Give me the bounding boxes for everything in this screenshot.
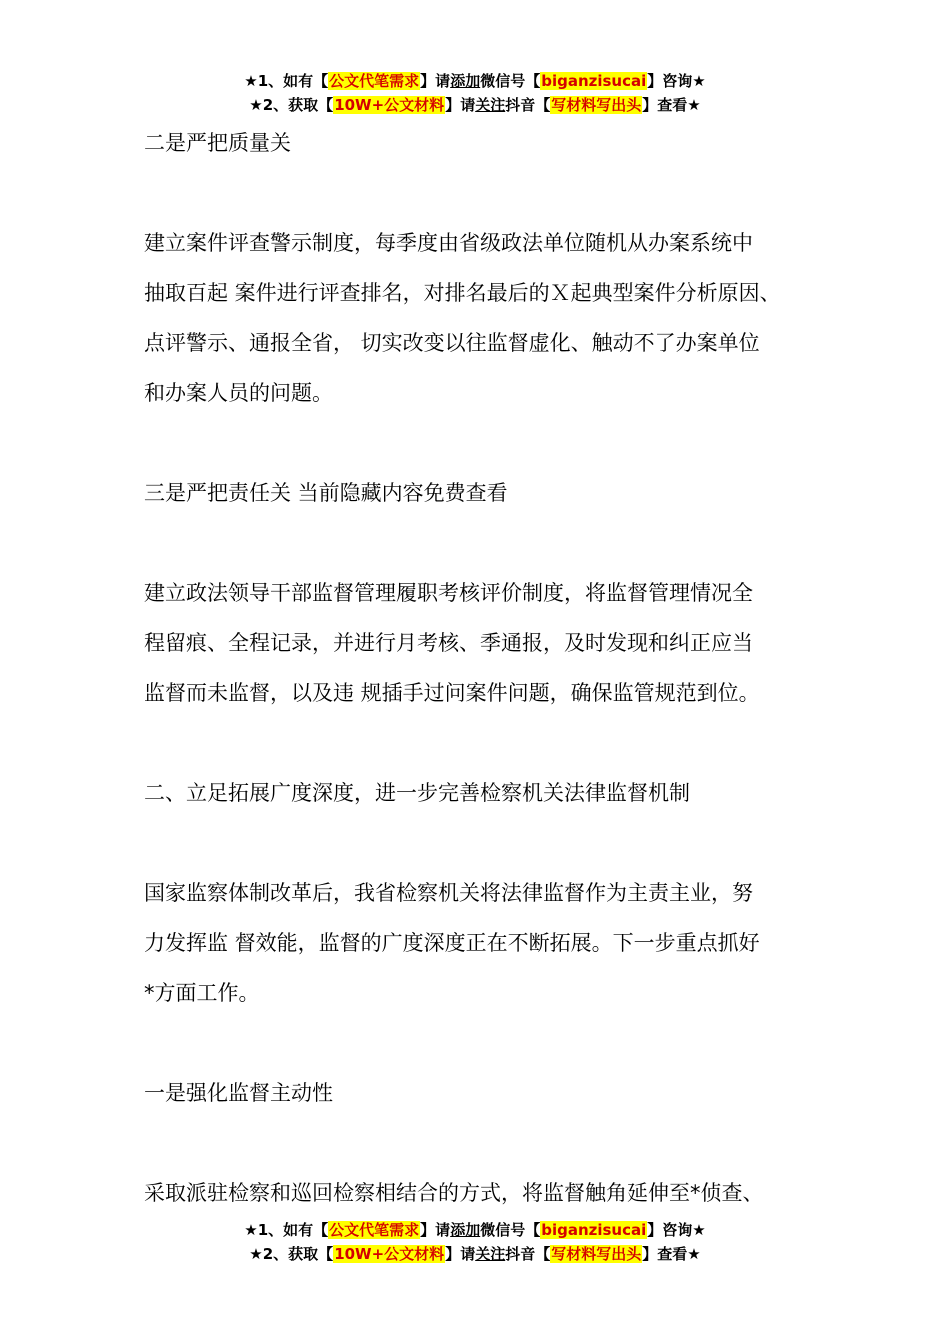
doc-line: 二是严把质量关: [144, 131, 291, 155]
document-body: [144, 118, 824, 1218]
banner-highlight: 10W+公文材料: [334, 96, 445, 114]
doc-line: 三是严把责任关 当前隐藏内容免费查看: [144, 481, 508, 505]
doc-line: 程留痕、全程记录，并进行月考核、季通报，及时发现和纠正应当: [144, 631, 753, 655]
banner-text: 】查看★: [642, 96, 701, 114]
banner-highlight: 写材料写出头: [551, 96, 642, 114]
banner-highlight: biganzisucai: [541, 1221, 647, 1239]
doc-line: 二、立足拓展广度深度，进一步完善检察机关法律监督机制: [144, 781, 690, 805]
banner-text: 】咨询★: [647, 1221, 706, 1239]
doc-line: 力发挥监 督效能，监督的广度深度正在不断拓展。下一步重点抓好: [144, 931, 760, 955]
paragraph-gap: [144, 1018, 824, 1068]
paragraph-gap: [144, 1118, 824, 1168]
banner-highlight: biganzisucai: [541, 72, 647, 90]
banner-highlight: 公文代笔需求: [329, 72, 420, 90]
banner-text: ★2、获取【: [249, 1245, 334, 1263]
banner-line-2: [0, 93, 950, 117]
banner-text: 】请: [420, 1221, 451, 1239]
banner-emphasis: 关注: [475, 1245, 506, 1263]
banner-highlight: 公文代笔需求: [329, 1221, 420, 1239]
banner-emphasis: 添加: [450, 1221, 481, 1239]
banner-text: 抖音【: [505, 1245, 551, 1263]
doc-line: 国家监察体制改革后，我省检察机关将法律监督作为主责主业，努: [144, 881, 753, 905]
header-banner: [0, 69, 950, 117]
banner-line-1: [0, 1218, 950, 1242]
doc-line: 建立政法领导干部监督管理履职考核评价制度，将监督管理情况全: [144, 581, 753, 605]
banner-text: 】请: [420, 72, 451, 90]
doc-line: 建立案件评查警示制度，每季度由省级政法单位随机从办案系统中: [144, 231, 753, 255]
banner-line-2: [0, 1242, 950, 1266]
banner-emphasis: 关注: [475, 96, 506, 114]
banner-text: 抖音【: [505, 96, 551, 114]
banner-line-1: [0, 69, 950, 93]
paragraph-gap: [144, 518, 824, 568]
paragraph-gap: [144, 168, 824, 218]
paragraph-gap: [144, 418, 824, 468]
banner-text: 】咨询★: [647, 72, 706, 90]
banner-text: ★2、获取【: [249, 96, 334, 114]
doc-line: 采取派驻检察和巡回检察相结合的方式，将监督触角延伸至*侦查、: [144, 1181, 764, 1205]
banner-highlight: 10W+公文材料: [334, 1245, 445, 1263]
banner-text: ★1、如有【: [244, 72, 329, 90]
doc-line: 一是强化监督主动性: [144, 1081, 333, 1105]
footer-banner: [0, 1218, 950, 1266]
banner-text: 】查看★: [642, 1245, 701, 1263]
doc-line: *方面工作。: [144, 981, 260, 1005]
doc-line: 和办案人员的问题。: [144, 381, 333, 405]
banner-text: ★1、如有【: [244, 1221, 329, 1239]
banner-text: 微信号【: [480, 1221, 541, 1239]
doc-line: 点评警示、通报全省， 切实改变以往监督虚化、触动不了办案单位: [144, 331, 760, 355]
doc-line: 抽取百起 案件进行评查排名，对排名最后的Ｘ起典型案件分析原因、: [144, 281, 781, 305]
banner-emphasis: 添加: [450, 72, 481, 90]
doc-line: 监督而未监督，以及违 规插手过问案件问题，确保监管规范到位。: [144, 681, 760, 705]
banner-text: 】请: [445, 96, 476, 114]
banner-text: 微信号【: [480, 72, 541, 90]
banner-text: 】请: [445, 1245, 476, 1263]
banner-highlight: 写材料写出头: [551, 1245, 642, 1263]
paragraph-gap: [144, 718, 824, 768]
paragraph-gap: [144, 818, 824, 868]
